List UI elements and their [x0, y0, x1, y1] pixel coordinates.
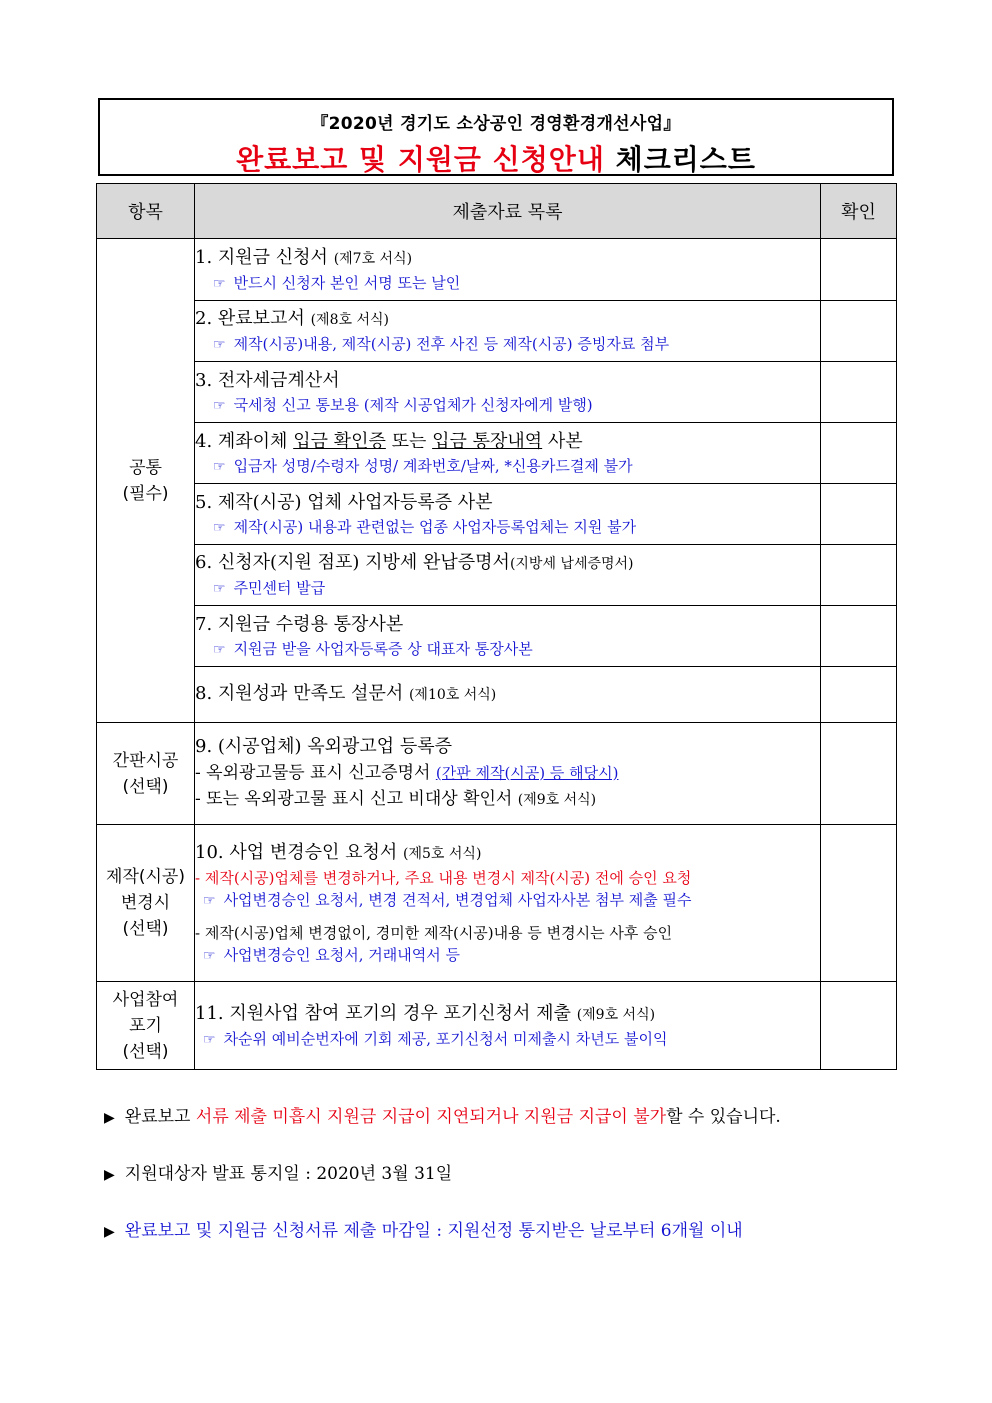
category-label: 사업참여: [112, 989, 179, 1010]
note-text: 완료보고: [124, 1107, 191, 1127]
form-tag: (제5호 서식): [403, 845, 482, 862]
pointing-hand-icon: ☞: [213, 275, 226, 292]
category-label: 변경시: [120, 893, 171, 913]
table-row: [97, 423, 897, 484]
table-row: [97, 545, 897, 606]
item-title-underlined: 입금 확인증: [293, 430, 386, 452]
check-cell[interactable]: [821, 423, 897, 484]
note-warning-text: 서류 제출 미흡시 지원금 지급이 지연되거나 지원금 지급이 불가: [195, 1107, 667, 1127]
pointing-hand-icon: ☞: [203, 947, 216, 964]
note-text: 완료보고 및 지원금 신청서류 제출 마감일 : 지원선정 통지받은 날로부터 6개월 이내: [124, 1221, 743, 1241]
note-text: 할 수 있습니다.: [666, 1107, 781, 1127]
pointing-hand-icon: ☞: [213, 519, 226, 536]
note-1: [104, 1102, 781, 1127]
check-cell[interactable]: [821, 362, 897, 423]
category-label: 제작(시공): [106, 867, 185, 887]
category-label: (필수): [122, 483, 169, 504]
form-tag: (지방세 납세증명서): [509, 556, 634, 572]
item-title: 3. 전자세금계산서: [195, 369, 340, 391]
category-change: [97, 825, 195, 982]
check-cell[interactable]: [821, 606, 897, 667]
triangle-bullet-icon: ▶: [104, 1167, 115, 1183]
item-title: 2. 완료보고서: [195, 308, 305, 329]
item-note: 제작(시공)내용, 제작(시공) 전후 사진 등 제작(시공) 증빙자료 첨부: [233, 335, 670, 353]
pointing-hand-icon: ☞: [203, 892, 216, 909]
item-note-underlined: (간판 제작(시공) 등 해당시): [435, 764, 619, 782]
item-line: - 제작(시공)업체 변경없이, 경미한 제작(시공)내용 등 변경시는 사후 승인: [195, 923, 673, 942]
item-note: 사업변경승인 요청서, 거래내역서 등: [223, 945, 460, 964]
pointing-hand-icon: ☞: [213, 581, 226, 597]
item-title: 6. 신청자(지원 점포) 지방세 완납증명서: [195, 552, 510, 573]
category-label: (선택): [122, 1041, 169, 1062]
item-note: 주민센터 발급: [233, 579, 326, 597]
title-box: [98, 98, 894, 176]
category-label: 포기: [129, 1015, 162, 1036]
item-title: 사본: [547, 430, 583, 452]
table-row: [97, 982, 897, 1070]
table-row: [97, 723, 897, 825]
triangle-bullet-icon: ▶: [104, 1224, 115, 1240]
form-tag: (제10호 서식): [408, 687, 497, 703]
item-6: [195, 545, 821, 606]
item-note: 입금자 성명/수령자 성명/ 계좌번호/날짜, *신용카드결제 불가: [233, 456, 633, 475]
table-row: [97, 362, 897, 423]
pointing-hand-icon: ☞: [213, 397, 226, 414]
check-cell[interactable]: [821, 239, 897, 301]
table-row: [97, 825, 897, 982]
check-cell[interactable]: [821, 825, 897, 982]
item-4: [195, 423, 821, 484]
item-title: 1. 지원금 신청서: [195, 246, 328, 268]
checklist-table: [96, 183, 897, 1070]
category-common: [97, 239, 195, 723]
item-warning: - 제작(시공)업체를 변경하거나, 주요 내용 변경시 제작(시공) 전에 승인 요청: [195, 868, 692, 887]
table-row: [97, 606, 897, 667]
check-cell[interactable]: [821, 484, 897, 545]
item-title: 8. 지원성과 만족도 설문서: [195, 683, 404, 704]
document-title: [100, 138, 892, 178]
item-title: 또는: [391, 430, 427, 452]
triangle-bullet-icon: ▶: [104, 1110, 115, 1126]
category-label: (선택): [122, 776, 169, 797]
form-tag: (제7호 서식): [333, 250, 413, 267]
form-tag: (제9호 서식): [517, 792, 597, 808]
item-note: 차순위 예비순번자에 기회 제공, 포기신청서 미제출시 차년도 불이익: [223, 1029, 668, 1048]
category-label: (선택): [122, 919, 169, 939]
item-title-underlined: 입금 통장내역: [432, 430, 543, 452]
table-row: [97, 484, 897, 545]
item-title: 4. 계좌이체: [195, 430, 288, 452]
note-text: 지원대상자 발표 통지일 : 2020년 3월 31일: [124, 1164, 453, 1184]
item-title: 11. 지원사업 참여 포기의 경우 포기신청서 제출: [195, 1002, 571, 1024]
category-label: 공통: [129, 457, 162, 478]
title-black-part: 체크리스트: [615, 143, 756, 176]
table-row: [97, 239, 897, 301]
item-line: - 옥외광고물등 표시 신고증명서: [195, 763, 431, 783]
item-11: [195, 982, 821, 1070]
item-note: 반드시 신청자 본인 서명 또는 날인: [233, 273, 461, 292]
pointing-hand-icon: ☞: [213, 337, 226, 353]
header-check: 확인: [821, 184, 897, 239]
item-9: [195, 723, 821, 825]
check-cell[interactable]: [821, 982, 897, 1070]
pointing-hand-icon: ☞: [213, 641, 226, 658]
item-10: [195, 825, 821, 982]
category-label: 간판시공: [112, 750, 179, 771]
check-cell[interactable]: [821, 301, 897, 362]
item-title: 10. 사업 변경승인 요청서: [195, 841, 398, 863]
item-1: [195, 239, 821, 301]
item-5: [195, 484, 821, 545]
item-note: 국세청 신고 통보용 (제작 시공업체가 신청자에게 발행): [233, 395, 593, 414]
table-row: [97, 301, 897, 362]
item-7: [195, 606, 821, 667]
header-documents: 제출자료 목록: [195, 184, 821, 239]
check-cell[interactable]: [821, 667, 897, 723]
pointing-hand-icon: ☞: [213, 458, 226, 475]
item-line: - 또는 옥외광고물 표시 신고 비대상 확인서: [195, 789, 513, 809]
item-8: [195, 667, 821, 723]
title-red-part: 완료보고 및 지원금 신청안내: [236, 143, 605, 176]
item-note: 지원금 받을 사업자등록증 상 대표자 통장사본: [233, 639, 533, 658]
item-title: 7. 지원금 수령용 통장사본: [195, 613, 404, 635]
category-signage: [97, 723, 195, 825]
note-3: [104, 1216, 743, 1241]
item-note: 사업변경승인 요청서, 변경 견적서, 변경업체 사업자사본 첨부 제출 필수: [223, 890, 692, 909]
item-title: 9. (시공업체) 옥외광고업 등록증: [195, 736, 453, 757]
item-note: 제작(시공) 내용과 관련없는 업종 사업자등록업체는 지원 불가: [233, 517, 637, 536]
table-row: [97, 667, 897, 723]
note-2: [104, 1159, 452, 1184]
check-cell[interactable]: [821, 545, 897, 606]
item-2: [195, 301, 821, 362]
table-header-row: [97, 184, 897, 239]
header-category: 항목: [97, 184, 195, 239]
item-3: [195, 362, 821, 423]
form-tag: (제8호 서식): [310, 312, 389, 328]
form-tag: (제9호 서식): [576, 1006, 656, 1023]
document-subtitle: 『2020년 경기도 소상공인 경영환경개선사업』: [311, 114, 681, 134]
check-cell[interactable]: [821, 723, 897, 825]
pointing-hand-icon: ☞: [203, 1031, 216, 1048]
category-giveup: [97, 982, 195, 1070]
item-title: 5. 제작(시공) 업체 사업자등록증 사본: [195, 491, 493, 513]
